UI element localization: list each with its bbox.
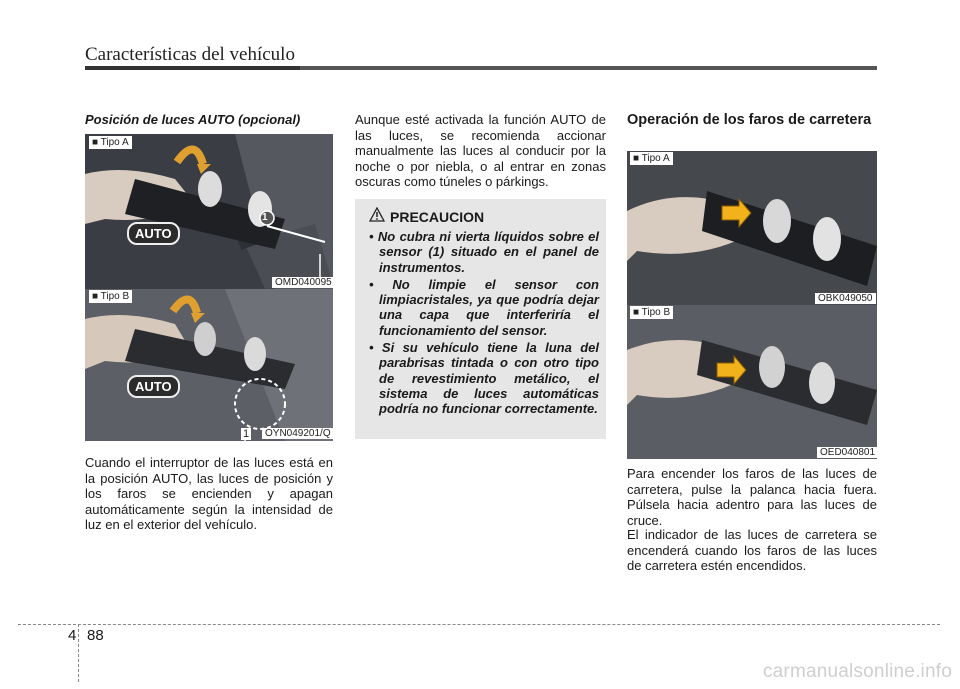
figure-label-tipo-a: ■ Tipo A	[89, 136, 132, 149]
section-heading-auto: Posición de luces AUTO (opcional)	[85, 112, 301, 127]
caution-box	[355, 199, 606, 439]
figure-label-tipo-b: ■ Tipo B	[630, 306, 673, 319]
header-rule	[85, 66, 877, 70]
auto-badge: AUTO	[127, 375, 180, 398]
section-heading-high-beam: Operación de los faros de carretera	[627, 112, 872, 128]
caution-item: • No cubra ni vierta líquidos sobre el sensor (1) situado en el panel de instrumentos.	[369, 229, 599, 275]
footer-rule	[18, 624, 940, 625]
figure-auto-tipo-a	[85, 134, 333, 289]
steering-column-illustration	[85, 134, 333, 289]
figure-label-tipo-b: ■ Tipo B	[89, 290, 132, 303]
figure-code: OED040801	[817, 447, 878, 458]
paragraph-auto-description: Cuando el interruptor de las luces está en la posición AUTO, las luces de posición y los faros se encienden y apagan automáticamente según la intensidad de luz en el exterior del vehículo.	[85, 455, 333, 533]
stalk-illustration	[627, 151, 877, 305]
caution-item: • Si su vehículo tiene la luna del parabrisas tintada o con otro tipo de revestimiento metálico, el sistema de luces automáticas podría no funcionar correctamente.	[369, 340, 599, 417]
auto-badge: AUTO	[127, 222, 180, 245]
sensor-marker: 1	[243, 428, 250, 440]
stalk-illustration	[627, 305, 877, 459]
figure-high-beam-tipo-a	[627, 151, 877, 305]
figure-code: OYN049201/Q	[262, 428, 334, 439]
watermark: carmanualsonline.info	[762, 661, 952, 682]
figure-high-beam-tipo-b	[627, 305, 877, 459]
figure-label-tipo-a: ■ Tipo A	[630, 152, 673, 165]
footer-divider	[78, 624, 79, 682]
warning-icon	[369, 207, 385, 222]
sensor-marker: 1	[262, 212, 268, 223]
caution-item: • No limpie el sensor con limpiacristales, ya que podría dejar una capa que interferiría el funcionamiento del sensor.	[369, 276, 599, 338]
page-number: 88	[87, 627, 104, 644]
figure-auto-tipo-b	[85, 289, 333, 441]
steering-column-illustration	[85, 289, 333, 441]
figure-code: OMD040095	[272, 277, 335, 288]
caution-title: PRECAUCION	[390, 209, 485, 225]
paragraph-high-beam-on: Para encender los faros de las luces de carretera, pulse la palanca hacia fuera. Púlsela hacia adentro para las luces de cruce.	[627, 466, 877, 528]
page-header-title: Características del vehículo	[85, 44, 295, 65]
paragraph-high-beam-indicator: El indicador de las luces de carretera se encenderá cuando los faros de las luces de carretera estén encendidos.	[627, 527, 877, 574]
paragraph-auto-recommendation: Aunque esté activada la función AUTO de las luces, se recomienda accionar manualmente las luces al conducir por la noche o por niebla, o al entrar en zonas oscuras como túneles o párkings.	[355, 112, 606, 190]
chapter-number: 4	[68, 627, 77, 644]
caution-list	[363, 229, 599, 419]
figure-code: OBK049050	[815, 293, 876, 304]
